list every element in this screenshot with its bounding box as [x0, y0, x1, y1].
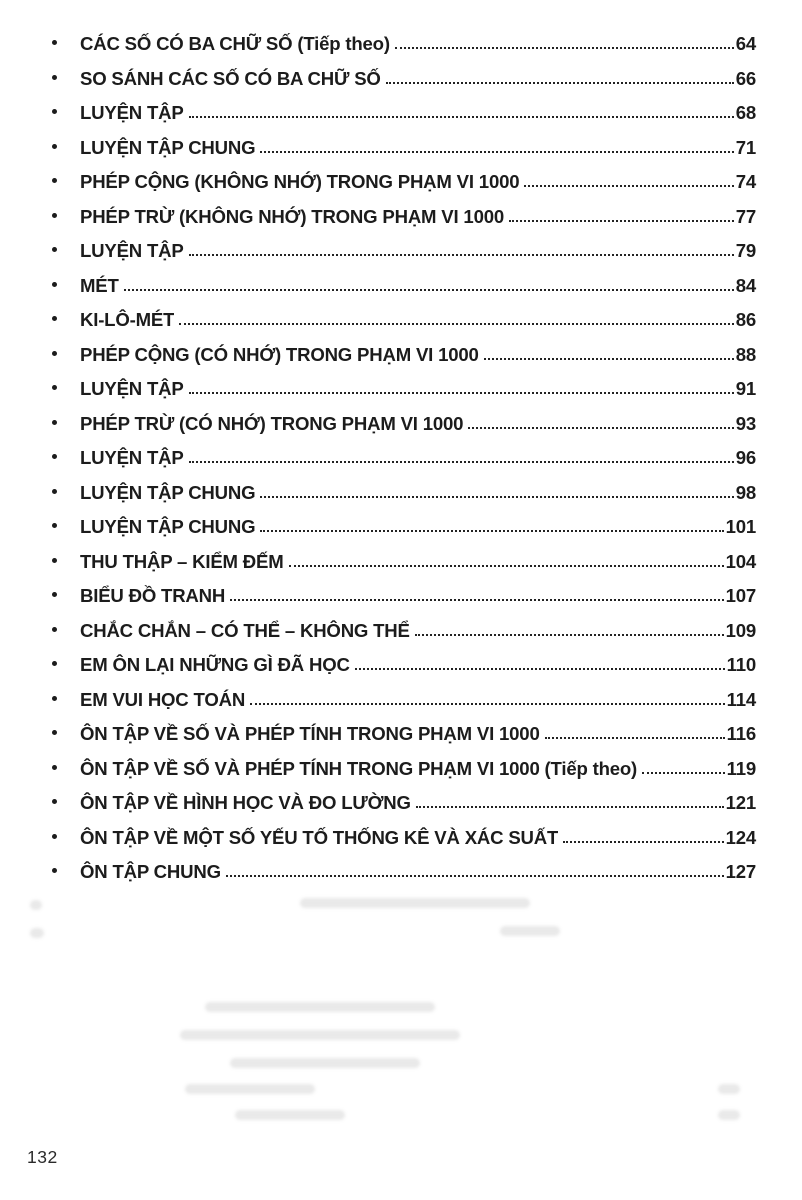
toc-leader-dots	[524, 185, 733, 187]
toc-entry-title: LUYỆN TẬP CHUNG	[80, 516, 256, 537]
toc-entry-page: 88	[735, 343, 756, 365]
toc-leader-dots	[230, 599, 723, 601]
toc-entry-page: 116	[726, 723, 756, 744]
bullet-icon	[52, 75, 57, 80]
toc-entry	[52, 792, 756, 814]
toc-entry	[52, 33, 756, 55]
toc-entry	[52, 206, 756, 228]
bullet-icon	[52, 558, 57, 563]
toc-entry-title: EM VUI HỌC TOÁN	[80, 688, 246, 710]
toc-leader-dots	[124, 289, 734, 291]
toc-entry	[52, 309, 756, 331]
bullet-icon	[52, 178, 57, 183]
toc-entry	[52, 861, 756, 883]
bullet-icon	[52, 109, 57, 114]
toc-leader-dots	[484, 358, 734, 360]
toc-entry-page: 114	[726, 688, 756, 710]
toc-entry-page: 91	[735, 378, 756, 399]
toc-leader-dots	[289, 565, 724, 567]
toc-entry	[52, 620, 756, 642]
bullet-icon	[52, 213, 57, 218]
toc-entry-page: 96	[735, 447, 756, 468]
bullet-icon	[52, 627, 57, 632]
bullet-icon	[52, 489, 57, 494]
toc-entry-title: ÔN TẬP CHUNG	[80, 861, 221, 882]
toc-entry-title: PHÉP CỘNG (KHÔNG NHỚ) TRONG PHẠM VI 1000	[80, 171, 520, 192]
bullet-icon	[52, 834, 57, 839]
toc-entry-page: 64	[735, 33, 756, 54]
toc-entry	[52, 758, 756, 780]
bullet-icon	[52, 247, 57, 252]
toc-leader-dots	[545, 737, 725, 739]
toc-entry-page: 110	[726, 654, 756, 675]
toc-leader-dots	[468, 427, 733, 429]
toc-leader-dots	[355, 668, 725, 670]
toc-entry-page: 104	[725, 550, 756, 572]
toc-leader-dots	[226, 875, 724, 877]
toc-leader-dots	[260, 496, 733, 498]
toc-entry-title: ÔN TẬP VỀ SỐ VÀ PHÉP TÍNH TRONG PHẠM VI 1000	[80, 723, 540, 744]
toc-entry-title: ÔN TẬP VỀ HÌNH HỌC VÀ ĐO LƯỜNG	[80, 792, 411, 813]
toc-leader-dots	[189, 461, 734, 463]
toc-entry	[52, 344, 756, 366]
toc-entry	[52, 654, 756, 676]
toc-entry-page: 84	[735, 274, 756, 296]
bullet-icon	[52, 385, 57, 390]
toc-entry-page: 68	[735, 102, 756, 123]
bullet-icon	[52, 351, 57, 356]
toc-leader-dots	[189, 254, 734, 256]
toc-entry-title: LUYỆN TẬP CHUNG	[80, 136, 256, 158]
bullet-icon	[52, 799, 57, 804]
toc-entry	[52, 551, 756, 573]
toc-entry	[52, 585, 756, 607]
toc-entry-title: KI-LÔ-MÉT	[80, 309, 175, 330]
toc-entry	[52, 689, 756, 711]
toc-entry-page: 101	[725, 516, 756, 537]
toc-leader-dots	[386, 82, 734, 84]
toc-entry-page: 124	[725, 826, 756, 848]
toc-entry-page: 107	[725, 585, 756, 606]
toc-leader-dots	[509, 220, 734, 222]
bullet-icon	[52, 696, 57, 701]
toc-entry-page: 121	[725, 792, 756, 813]
toc-entry-title: PHÉP CỘNG (CÓ NHỚ) TRONG PHẠM VI 1000	[80, 343, 479, 365]
bullet-icon	[52, 454, 57, 459]
toc-leader-dots	[563, 841, 723, 843]
toc-entry	[52, 378, 756, 400]
toc-entry-title: ÔN TẬP VỀ MỘT SỐ YẾU TỐ THỐNG KÊ VÀ XÁC SUẤT	[80, 826, 559, 848]
bullet-icon	[52, 592, 57, 597]
toc-entry-title: CHẮC CHẮN – CÓ THỂ – KHÔNG THỂ	[80, 619, 410, 641]
page-bleedthrough-ghost	[0, 880, 802, 1140]
bullet-icon	[52, 523, 57, 528]
toc-leader-dots	[189, 392, 734, 394]
toc-entry	[52, 240, 756, 262]
bullet-icon	[52, 420, 57, 425]
toc-entry-page: 79	[735, 240, 756, 261]
toc-entry-page: 77	[735, 205, 756, 227]
toc-entry	[52, 137, 756, 159]
bullet-icon	[52, 868, 57, 873]
toc-leader-dots	[415, 634, 724, 636]
toc-entry-page: 71	[735, 136, 756, 158]
toc-leader-dots	[260, 530, 723, 532]
toc-entry-title: BIỂU ĐỒ TRANH	[80, 585, 226, 606]
bullet-icon	[52, 316, 57, 321]
toc-entry-title: LUYỆN TẬP	[80, 447, 184, 468]
toc-leader-dots	[189, 116, 734, 118]
toc-entry-title: LUYỆN TẬP CHUNG	[80, 481, 256, 503]
toc-entry-page: 66	[735, 67, 756, 89]
toc-leader-dots	[642, 772, 725, 774]
toc-entry-title: PHÉP TRỪ (CÓ NHỚ) TRONG PHẠM VI 1000	[80, 412, 464, 434]
toc-entry-title: EM ÔN LẠI NHỮNG GÌ ĐÃ HỌC	[80, 654, 350, 675]
toc-entry-page: 93	[735, 412, 756, 434]
toc-entry-title: LUYỆN TẬP	[80, 240, 184, 261]
toc-entry	[52, 482, 756, 504]
toc-entry-page: 98	[735, 481, 756, 503]
toc-entry	[52, 102, 756, 124]
toc-entry	[52, 516, 756, 538]
bullet-icon	[52, 144, 57, 149]
bullet-icon	[52, 730, 57, 735]
toc-leader-dots	[179, 323, 733, 325]
toc-entry-page: 109	[725, 619, 756, 641]
toc-entry	[52, 447, 756, 469]
toc-entry	[52, 413, 756, 435]
toc-entry-title: LUYỆN TẬP	[80, 378, 184, 399]
toc-entry-title: SO SÁNH CÁC SỐ CÓ BA CHỮ SỐ	[80, 67, 381, 89]
toc-entry-title: CÁC SỐ CÓ BA CHỮ SỐ (Tiếp theo)	[80, 33, 390, 54]
page-number: 132	[27, 1147, 58, 1167]
toc-entry-title: MÉT	[80, 274, 119, 296]
bullet-icon	[52, 661, 57, 666]
toc-entry	[52, 275, 756, 297]
toc-entry-page: 119	[726, 757, 756, 779]
toc-entry	[52, 723, 756, 745]
toc-entry-title: ÔN TẬP VỀ SỐ VÀ PHÉP TÍNH TRONG PHẠM VI 1000 (Tiếp theo)	[80, 757, 638, 779]
toc-leader-dots	[260, 151, 733, 153]
toc-entry-title: LUYỆN TẬP	[80, 102, 184, 123]
toc-leader-dots	[395, 47, 734, 49]
toc-leader-dots	[416, 806, 724, 808]
toc-entry	[52, 827, 756, 849]
toc-entry-title: THU THẬP – KIỂM ĐẾM	[80, 550, 284, 572]
toc-entry	[52, 171, 756, 193]
bullet-icon	[52, 765, 57, 770]
toc-entry-page: 86	[735, 309, 756, 330]
toc-entry	[52, 68, 756, 90]
toc-entry-title: PHÉP TRỪ (KHÔNG NHỚ) TRONG PHẠM VI 1000	[80, 205, 504, 227]
toc-leader-dots	[250, 703, 725, 705]
toc-entry-page: 127	[725, 861, 756, 882]
bullet-icon	[52, 40, 57, 45]
bullet-icon	[52, 282, 57, 287]
toc-entry-page: 74	[735, 171, 756, 192]
